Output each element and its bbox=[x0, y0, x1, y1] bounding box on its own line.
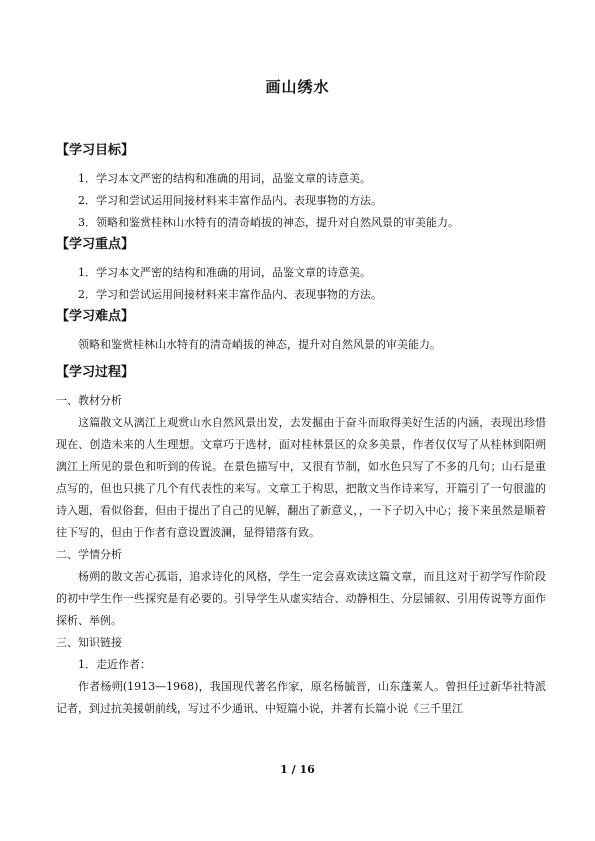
page-number: 1 / 16 bbox=[280, 763, 315, 776]
goal-item-2: 2．学习和尝试运用间接材料来丰富作品内、表现事物的方法。 bbox=[78, 194, 382, 207]
keypoint-item-1: 1．学习本文严密的结构和准确的用词，品鉴文章的诗意美。 bbox=[78, 266, 371, 279]
textbook-analysis-paragraph: 这篇散文从漓江上观赏山水自然风景出发，去发掘由于奋斗而取得美好生活的内涵，表现出珍惜现在、创造未来的人生理想。文章巧于选材，面对桂林景区的众多美景，作者仅仅写了从桂林到阳朔漓江上所见的景色和听到的传说。在景色描写中，又很有节制，如水色只写了不多的几句；山石是重点写的，但也只挑了几个有代表性的来写。文章工于构思，把散文当作诗来写，开篇引了一句很滥的诗入题，看似俗套，但由于提出了自己的见解，翻出了新意义，，一下子切入中心；接下来虽然是顺着往下写的，但由于作者有意设置波澜，显得错落有致。 bbox=[56, 416, 546, 539]
document-title: 画山绣水 bbox=[265, 78, 330, 96]
difficulties-text: 领略和鉴赏桂林山水特有的清奇峭拔的神态，提升对自然风景的审美能力。 bbox=[78, 338, 441, 351]
goal-item-1: 1．学习本文严密的结构和准确的用词，品鉴文章的诗意美。 bbox=[78, 172, 371, 185]
author-intro-paragraph: 作者杨朔(1913—1968)，我国现代著名作家，原名杨毓晋，山东蓬莱人。曾担任过新华社特派记者，到过抗美援朝前线，写过不少通讯、中短篇小说，并著有长篇小说《三千里江 bbox=[56, 680, 546, 715]
subsection-heading-student-analysis: 二、学情分析 bbox=[56, 548, 122, 561]
keypoint-item-2: 2．学习和尝试运用间接材料来丰富作品内、表现事物的方法。 bbox=[78, 288, 382, 301]
knowledge-link-item-1: 1．走近作者： bbox=[78, 658, 151, 671]
section-heading-goals: 【学习目标】 bbox=[56, 143, 135, 158]
student-analysis-paragraph: 杨朔的散文苦心孤诣，追求诗化的风格，学生一定会喜欢读这篇文章，而且这对于初学写作阶段的初中学生作一些探究是有必要的。引导学生从虚实结合、动静相生、分层铺叙、引用传说等方面作探析、举例。 bbox=[56, 570, 546, 627]
document-body bbox=[56, 140, 546, 720]
section-heading-keypoints: 【学习重点】 bbox=[56, 237, 135, 252]
subsection-heading-knowledge-link: 三、知识链接 bbox=[56, 636, 122, 649]
subsection-heading-textbook-analysis: 一、教材分析 bbox=[56, 394, 122, 407]
goal-item-3: 3．领略和鉴赏桂林山水特有的清奇峭拔的神态，提升对自然风景的审美能力。 bbox=[78, 216, 459, 229]
section-heading-process: 【学习过程】 bbox=[56, 365, 135, 380]
section-heading-difficulties: 【学习难点】 bbox=[56, 309, 135, 324]
